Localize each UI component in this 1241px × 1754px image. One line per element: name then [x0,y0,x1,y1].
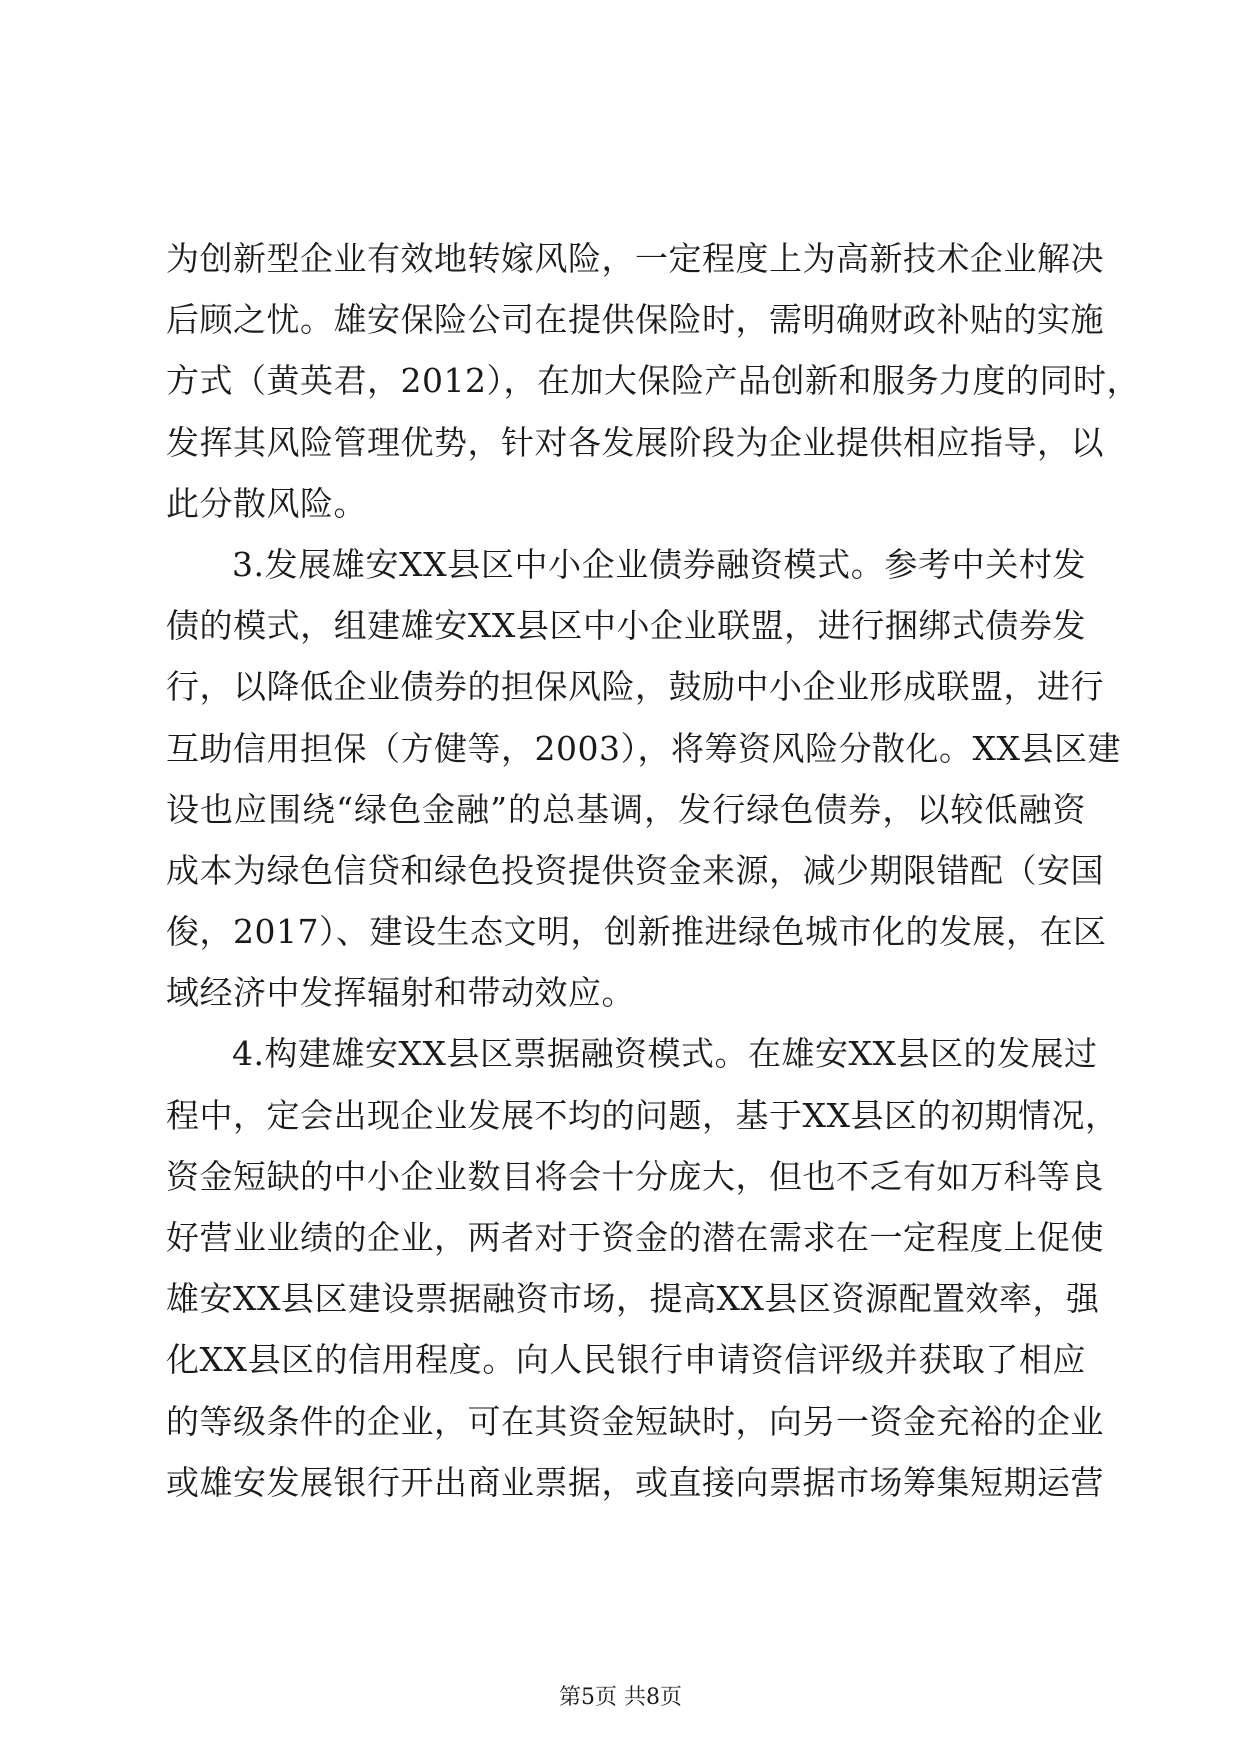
text-line: 4.构建雄安XX县区票据融资模式。在雄安XX县区的发展过 [232,1034,1098,1074]
text-line: 为创新型企业有效地转嫁风险，一定程度上为高新技术企业解决 [166,239,1104,278]
text-line: 程中，定会出现企业发展不均的问题，基于XX县区的初期情况， [166,1095,1119,1135]
page-footer: 第5页 共8页 [559,1685,682,1710]
text-line: 域经济中发挥辐射和带动效应。 [166,973,635,1013]
text-line: 设也应围绕“绿色金融”的总基调，发行绿色债券，以较低融资 [166,789,1086,829]
body-text [166,228,1140,1513]
text-line: 此分散风险。 [166,483,367,523]
text-line: 好营业业绩的企业，两者对于资金的潜在需求在一定程度上促使 [166,1218,1104,1257]
text-line: 债的模式，组建雄安XX县区中小企业联盟，进行捆绑式债券发 [166,606,1086,646]
text-line: 资金短缺的中小企业数目将会十分庞大，但也不乏有如万科等良 [166,1156,1104,1196]
text-line: 的等级条件的企业，可在其资金短缺时，向另一资金充裕的企业 [166,1401,1104,1441]
text-line: 方式（黄英君，2012），在加大保险产品创新和服务力度的同时， [166,361,1140,401]
text-line: 俊，2017）、建设生态文明，创新推进绿色城市化的发展，在区 [166,912,1107,952]
text-line: 发挥其风险管理优势，针对各发展阶段为企业提供相应指导，以 [166,422,1104,462]
text-line: 成本为绿色信贷和绿色投资提供资金来源，减少期限错配（安国 [166,850,1104,890]
text-line: 互助信用担保（方健等，2003），将筹资风险分散化。XX县区建 [166,728,1121,768]
text-line: 3.发展雄安XX县区中小企业债券融资模式。参考中关村发 [232,544,1086,584]
text-line: 雄安XX县区建设票据融资市场，提高XX县区资源配置效率，强 [166,1279,1100,1319]
text-line: 后顾之忧。雄安保险公司在提供保险时，需明确财政补贴的实施 [166,300,1104,340]
text-line: 行，以降低企业债券的担保风险，鼓励中小企业形成联盟，进行 [166,667,1104,707]
text-line: 化XX县区的信用程度。向人民银行申请资信评级并获取了相应 [166,1340,1086,1380]
text-line: 或雄安发展银行开出商业票据，或直接向票据市场筹集短期运营 [166,1462,1104,1502]
